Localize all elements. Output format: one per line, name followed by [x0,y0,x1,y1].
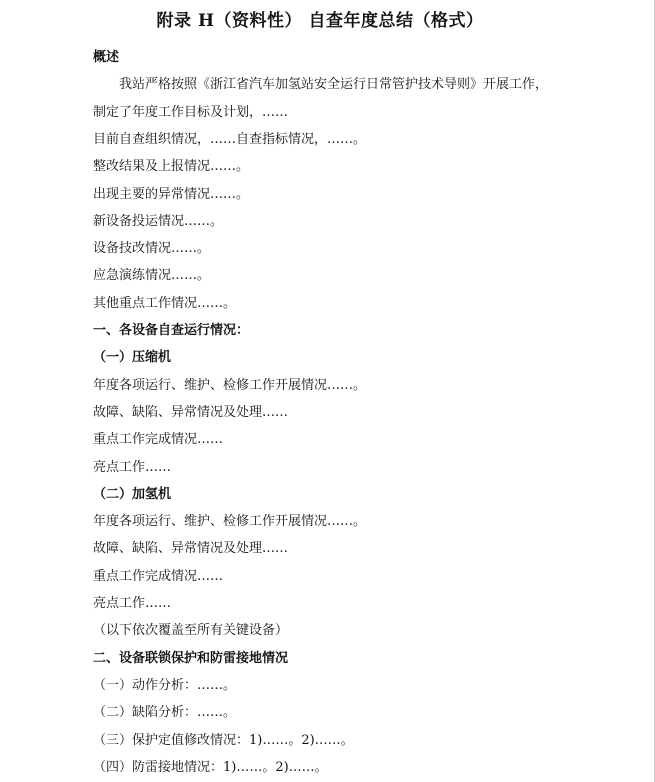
body-line: 年度各项运行、维护、检修工作开展情况……。 [93,514,367,530]
section-heading: 概述 [93,50,120,65]
body-line: 其他重点工作情况……。 [93,295,237,311]
body-line: 整改结果及上报情况……。 [93,159,250,175]
body-line: 故障、缺陷、异常情况及处理…… [93,541,289,557]
body-line: 重点工作完成情况…… [93,568,224,584]
body-line: 制定了年度工作目标及计划，…… [93,104,289,120]
body-line: 重点工作完成情况…… [93,432,224,448]
section-heading: （二）加氢机 [93,486,172,502]
section-heading: 一、各设备自查运行情况： [93,323,250,338]
body-line: 年度各项运行、维护、检修工作开展情况……。 [93,377,367,393]
body-line: 目前自查组织情况，……自查指标情况，……。 [93,131,367,147]
body-line: 亮点工作…… [93,596,172,611]
body-line: 新设备投运情况……。 [93,213,224,229]
body-line: 应急演练情况……。 [93,268,211,284]
body-line: （四）防雷接地情况：1)……。2)……。 [93,759,328,775]
body-line: 故障、缺陷、异常情况及处理…… [93,404,289,420]
body-line: 设备技改情况……。 [93,241,211,257]
body-line: （三）保护定值修改情况：1)……。2)……。 [93,732,354,748]
document-title: 附录 H（资料性） 自查年度总结（格式） [156,11,484,31]
body-line: 出现主要的异常情况……。 [93,186,250,202]
body-line: （一）动作分析：……。 [93,677,237,693]
body-line: 我站严格按照《浙江省汽车加氢站安全运行日常管护技术导则》开展工作， [119,77,549,93]
body-line: （以下依次覆盖至所有关键设备） [93,623,289,639]
section-heading: （一）压缩机 [93,350,172,366]
section-heading: 二、设备联锁保护和防雷接地情况 [93,650,289,666]
body-line: （二）缺陷分析：……。 [93,705,237,721]
body-line: 亮点工作…… [93,459,172,475]
